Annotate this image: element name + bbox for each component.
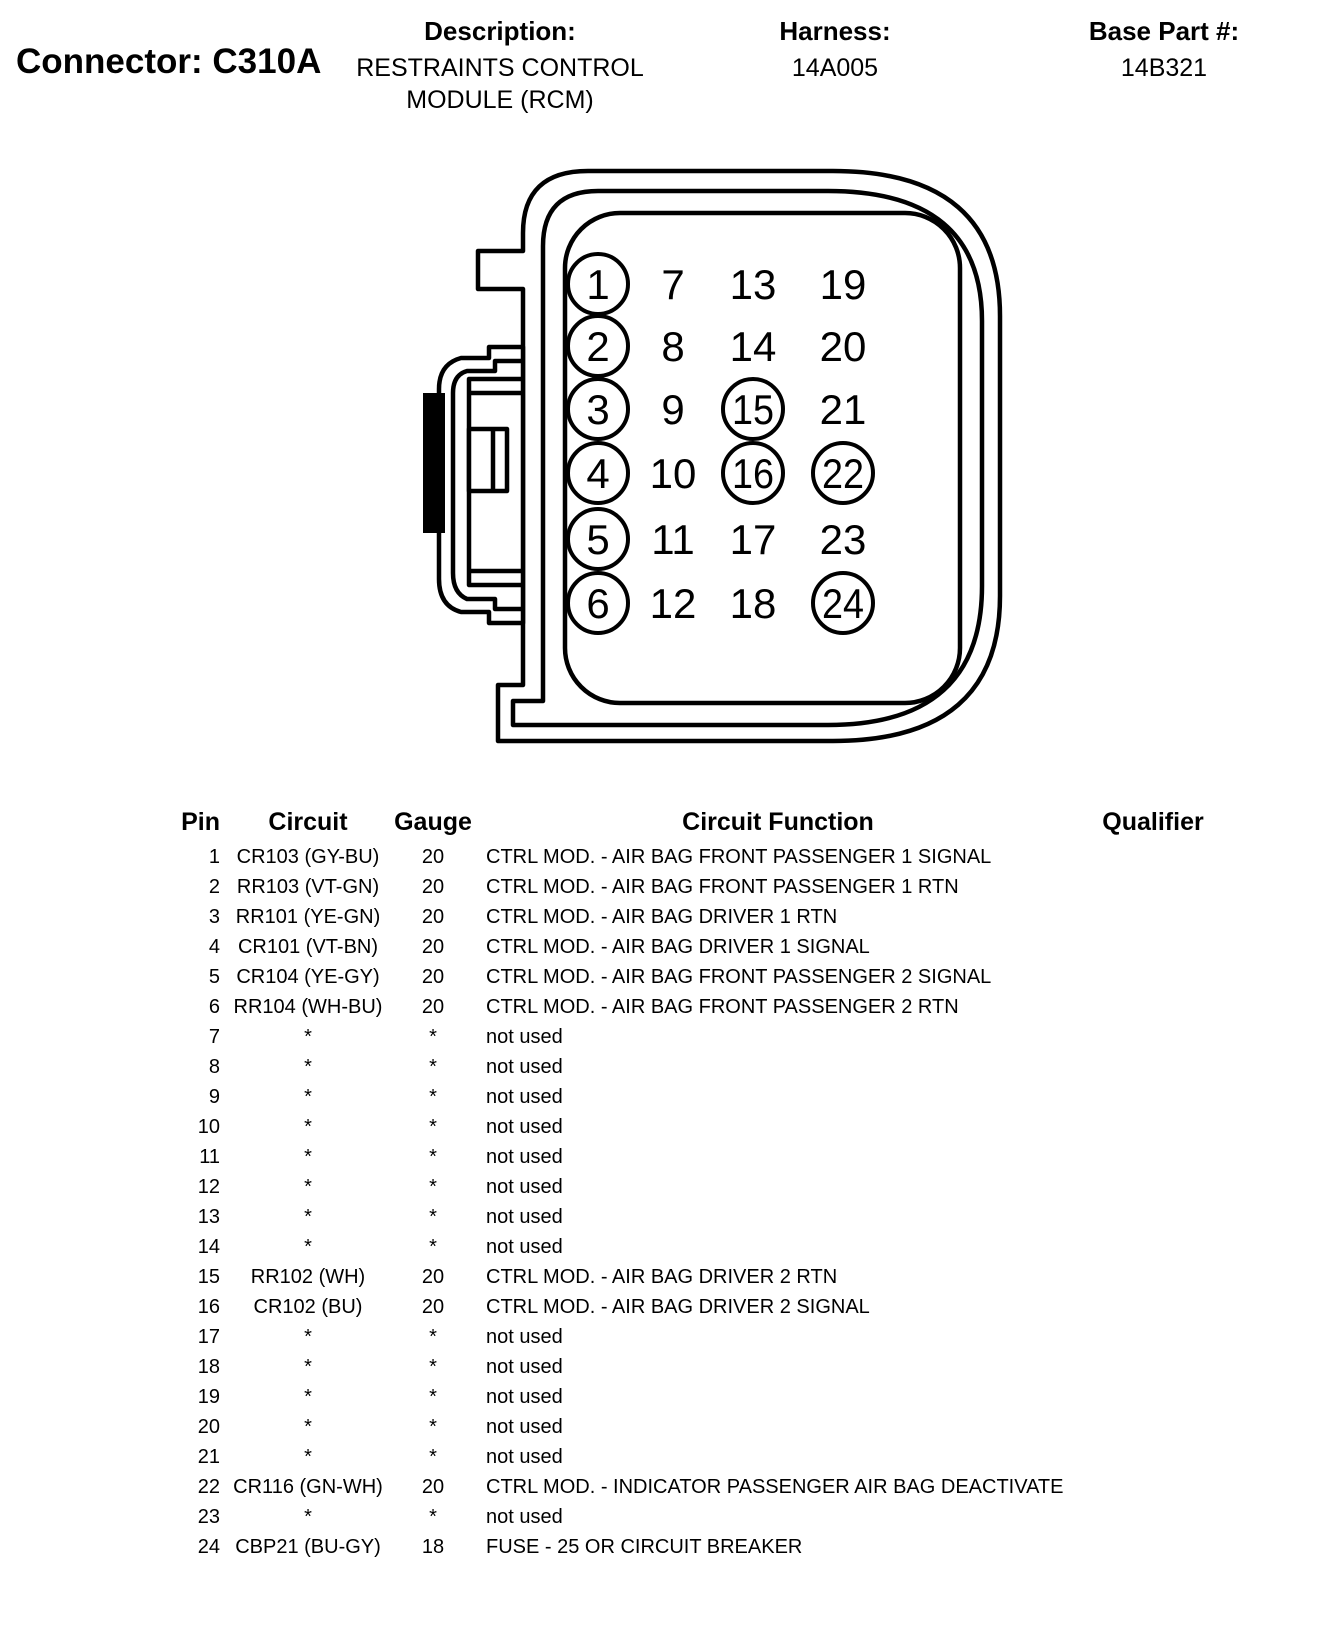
cell-circuit: RR103 (VT-GN) <box>236 875 380 898</box>
pin-8-number: 8 <box>661 323 685 370</box>
pin-10-number: 10 <box>649 450 697 497</box>
table-row <box>150 1082 1228 1112</box>
cell-circuit_function: CTRL MOD. - AIR BAG DRIVER 1 RTN <box>486 905 838 928</box>
cell-circuit: * <box>304 1415 312 1438</box>
cell-qualifier <box>1078 872 1228 902</box>
table-row <box>150 1532 1228 1562</box>
cell-circuit: * <box>304 1325 312 1348</box>
cell-gauge: * <box>429 1205 437 1228</box>
cell-circuit: * <box>304 1385 312 1408</box>
cell-circuit: CR103 (GY-BU) <box>236 845 380 868</box>
pin-22-number: 22 <box>822 450 864 497</box>
pinout-table <box>150 802 1228 1562</box>
cell-qualifier <box>1078 1322 1228 1352</box>
table-header-row <box>150 802 1228 842</box>
cell-qualifier <box>1078 1382 1228 1412</box>
cell-circuit: RR102 (WH) <box>250 1265 366 1288</box>
cell-gauge: * <box>429 1355 437 1378</box>
cell-qualifier <box>1078 1022 1228 1052</box>
cell-qualifier <box>1078 1082 1228 1112</box>
table-row <box>150 1322 1228 1352</box>
pin-16-number: 16 <box>732 450 774 497</box>
cell-circuit_function: not used <box>486 1055 563 1078</box>
table-row <box>150 1112 1228 1142</box>
cell-qualifier <box>1078 1352 1228 1382</box>
harness-value: 14A005 <box>791 54 879 82</box>
cell-qualifier <box>1078 1262 1228 1292</box>
cell-pin: 24 <box>197 1535 220 1558</box>
cell-pin: 3 <box>208 905 220 928</box>
latch-grip <box>469 429 507 491</box>
cell-circuit: CR116 (GN-WH) <box>233 1475 383 1498</box>
cell-circuit_function: not used <box>486 1175 563 1198</box>
pin-23-number: 23 <box>819 516 867 563</box>
table-row <box>150 1142 1228 1172</box>
cell-pin: 15 <box>197 1265 220 1288</box>
base-part-block <box>1038 16 1290 84</box>
cell-pin: 2 <box>208 875 220 898</box>
pin-19-number: 19 <box>819 261 867 308</box>
cell-circuit_function: not used <box>486 1205 563 1228</box>
table-row <box>150 962 1228 992</box>
cell-circuit: * <box>304 1115 312 1138</box>
cell-qualifier <box>1078 1112 1228 1142</box>
cell-circuit: * <box>304 1055 312 1078</box>
pin-24-number: 24 <box>822 580 864 627</box>
connector-title <box>16 42 321 82</box>
pin-6-number: 6 <box>586 580 610 627</box>
document-header <box>0 0 1328 135</box>
cell-pin: 1 <box>208 845 220 868</box>
pin-21-number: 21 <box>819 386 867 433</box>
table-row <box>150 1052 1228 1082</box>
pin-5-number: 5 <box>586 516 610 563</box>
cell-pin: 6 <box>208 995 220 1018</box>
cell-circuit: * <box>304 1235 312 1258</box>
table-row <box>150 932 1228 962</box>
cell-circuit_function: not used <box>486 1505 563 1528</box>
cell-pin: 18 <box>197 1355 220 1378</box>
cell-circuit: RR101 (YE-GN) <box>235 905 381 928</box>
base-part-label: Base Part #: <box>1088 16 1240 46</box>
cell-circuit_function: CTRL MOD. - AIR BAG DRIVER 2 SIGNAL <box>486 1295 870 1318</box>
cell-qualifier <box>1078 1472 1228 1502</box>
cell-qualifier <box>1078 1202 1228 1232</box>
cell-gauge: * <box>429 1025 437 1048</box>
cell-qualifier <box>1078 1292 1228 1322</box>
cell-circuit_function: not used <box>486 1325 563 1348</box>
base-part-value: 14B321 <box>1120 54 1208 82</box>
pin-20-number: 20 <box>819 323 867 370</box>
pin-9-number: 9 <box>661 386 685 433</box>
table-row <box>150 992 1228 1022</box>
cell-circuit: * <box>304 1205 312 1228</box>
column-header-gauge: Gauge <box>394 807 472 836</box>
cell-gauge: * <box>429 1055 437 1078</box>
cell-circuit_function: not used <box>486 1235 563 1258</box>
cell-gauge: 20 <box>421 845 445 868</box>
column-header-pin: Pin <box>181 807 220 836</box>
cell-pin: 14 <box>197 1235 220 1258</box>
cell-gauge: 18 <box>421 1535 445 1558</box>
cell-pin: 21 <box>197 1445 220 1468</box>
pin-17-number: 17 <box>729 516 777 563</box>
table-row <box>150 1442 1228 1472</box>
cell-pin: 9 <box>208 1085 220 1108</box>
cell-pin: 8 <box>208 1055 220 1078</box>
cell-circuit: * <box>304 1145 312 1168</box>
cell-qualifier <box>1078 842 1228 872</box>
pin-4-number: 4 <box>586 450 610 497</box>
cell-gauge: * <box>429 1235 437 1258</box>
cell-circuit_function: not used <box>486 1445 563 1468</box>
cell-pin: 5 <box>208 965 220 988</box>
cell-circuit_function: not used <box>486 1115 563 1138</box>
cell-circuit: CR101 (VT-BN) <box>237 935 379 958</box>
cell-gauge: 20 <box>421 1475 445 1498</box>
cell-circuit_function: CTRL MOD. - AIR BAG FRONT PASSENGER 2 SIGNAL <box>486 965 992 988</box>
cell-qualifier <box>1078 1532 1228 1562</box>
pin-3-number: 3 <box>586 386 610 433</box>
harness-label: Harness: <box>779 16 891 46</box>
cell-circuit: CBP21 (BU-GY) <box>235 1535 381 1558</box>
cell-gauge: * <box>429 1115 437 1138</box>
cell-gauge: * <box>429 1085 437 1108</box>
cell-circuit_function: FUSE - 25 OR CIRCUIT BREAKER <box>486 1535 803 1558</box>
description-value: RESTRAINTS CONTROL MODULE (RCM) <box>356 54 644 114</box>
table-row <box>150 1202 1228 1232</box>
table-row <box>150 902 1228 932</box>
description-label: Description: <box>424 16 576 46</box>
cell-pin: 7 <box>208 1025 220 1048</box>
cell-pin: 17 <box>197 1325 220 1348</box>
cell-circuit_function: CTRL MOD. - AIR BAG FRONT PASSENGER 1 RTN <box>486 875 959 898</box>
pin-2-number: 2 <box>586 323 610 370</box>
table-row <box>150 1502 1228 1532</box>
cell-qualifier <box>1078 902 1228 932</box>
connector-label: Connector: <box>16 42 203 81</box>
table-row <box>150 1382 1228 1412</box>
cell-circuit_function: not used <box>486 1385 563 1408</box>
pin-15-number: 15 <box>732 386 774 433</box>
pin-13-number: 13 <box>729 261 777 308</box>
table-row <box>150 1292 1228 1322</box>
harness-block <box>735 16 935 84</box>
cell-gauge: * <box>429 1325 437 1348</box>
cell-gauge: * <box>429 1505 437 1528</box>
cell-qualifier <box>1078 1172 1228 1202</box>
cell-pin: 13 <box>197 1205 220 1228</box>
description-block <box>338 16 662 116</box>
pin-7-number: 7 <box>661 261 685 308</box>
cell-circuit: * <box>304 1175 312 1198</box>
table-row <box>150 872 1228 902</box>
cell-qualifier <box>1078 1442 1228 1472</box>
cell-pin: 19 <box>197 1385 220 1408</box>
latch-key-bar <box>423 393 445 533</box>
table-row <box>150 1172 1228 1202</box>
cell-qualifier <box>1078 1502 1228 1532</box>
pinout-table-head <box>150 802 1228 842</box>
cell-qualifier <box>1078 1232 1228 1262</box>
cell-qualifier <box>1078 992 1228 1022</box>
cell-circuit_function: not used <box>486 1025 563 1048</box>
cell-gauge: 20 <box>421 935 445 958</box>
table-row <box>150 1472 1228 1502</box>
cell-qualifier <box>1078 1412 1228 1442</box>
cell-circuit_function: CTRL MOD. - AIR BAG FRONT PASSENGER 2 RTN <box>486 995 959 1018</box>
cell-circuit: * <box>304 1355 312 1378</box>
cell-circuit_function: not used <box>486 1355 563 1378</box>
cell-circuit_function: CTRL MOD. - INDICATOR PASSENGER AIR BAG DEACTIVATE <box>486 1475 1064 1498</box>
table-row <box>150 1352 1228 1382</box>
cell-circuit: CR102 (BU) <box>253 1295 363 1318</box>
cell-gauge: 20 <box>421 965 445 988</box>
cell-pin: 11 <box>199 1145 220 1168</box>
column-header-circuit_function: Circuit Function <box>682 807 874 836</box>
cell-gauge: * <box>429 1145 437 1168</box>
cell-pin: 23 <box>197 1505 220 1528</box>
cell-circuit: * <box>304 1085 312 1108</box>
connector-value: C310A <box>212 42 322 81</box>
cell-pin: 20 <box>197 1415 220 1438</box>
cell-circuit_function: not used <box>486 1145 563 1168</box>
cell-circuit: * <box>304 1505 312 1528</box>
cell-circuit: CR104 (YE-GY) <box>236 965 380 988</box>
cell-gauge: 20 <box>421 995 445 1018</box>
pin-grid <box>568 254 873 633</box>
cell-qualifier <box>1078 932 1228 962</box>
column-header-circuit: Circuit <box>268 807 348 836</box>
cell-qualifier <box>1078 962 1228 992</box>
pin-11-number: 11 <box>651 516 695 563</box>
table-row <box>150 1412 1228 1442</box>
cell-circuit: RR104 (WH-BU) <box>233 995 383 1018</box>
cell-circuit_function: CTRL MOD. - AIR BAG DRIVER 2 RTN <box>486 1265 838 1288</box>
pin-18-number: 18 <box>729 580 777 627</box>
cell-pin: 12 <box>197 1175 220 1198</box>
table-row <box>150 842 1228 872</box>
cell-circuit_function: not used <box>486 1415 563 1438</box>
cell-circuit_function: not used <box>486 1085 563 1108</box>
cell-circuit_function: CTRL MOD. - AIR BAG DRIVER 1 SIGNAL <box>486 935 870 958</box>
cell-circuit_function: CTRL MOD. - AIR BAG FRONT PASSENGER 1 SIGNAL <box>486 845 992 868</box>
cell-gauge: * <box>429 1175 437 1198</box>
cell-qualifier <box>1078 1052 1228 1082</box>
cell-gauge: 20 <box>421 875 445 898</box>
pin-12-number: 12 <box>649 580 697 627</box>
pin-1-number: 1 <box>586 261 610 308</box>
cell-pin: 22 <box>197 1475 220 1498</box>
cell-pin: 16 <box>197 1295 220 1318</box>
column-header-qualifier: Qualifier <box>1102 807 1204 836</box>
cell-gauge: 20 <box>421 905 445 928</box>
pinout-table-body <box>150 842 1228 1562</box>
table-row <box>150 1262 1228 1292</box>
cell-circuit: * <box>304 1445 312 1468</box>
table-row <box>150 1232 1228 1262</box>
cell-pin: 4 <box>208 935 220 958</box>
cell-circuit: * <box>304 1025 312 1048</box>
cell-pin: 10 <box>197 1115 220 1138</box>
cell-gauge: * <box>429 1415 437 1438</box>
cell-gauge: 20 <box>421 1295 445 1318</box>
connector-diagram <box>393 161 1013 756</box>
cell-gauge: * <box>429 1385 437 1408</box>
table-row <box>150 1022 1228 1052</box>
cell-gauge: * <box>429 1445 437 1468</box>
cell-gauge: 20 <box>421 1265 445 1288</box>
cell-qualifier <box>1078 1142 1228 1172</box>
pin-14-number: 14 <box>729 323 777 370</box>
